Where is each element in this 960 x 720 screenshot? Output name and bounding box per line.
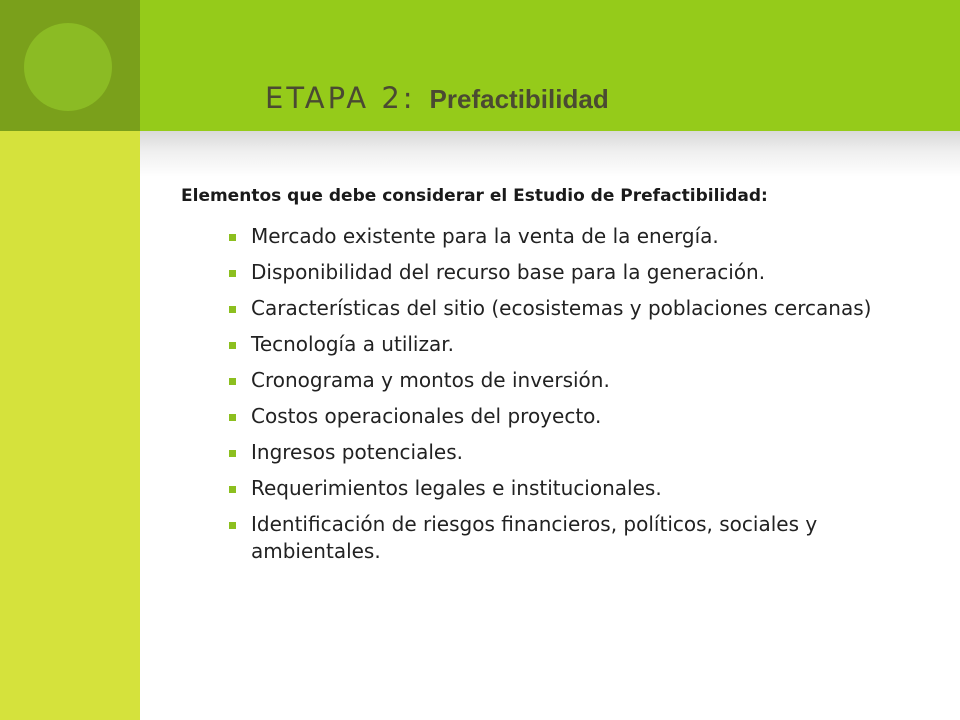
bullet-item [181, 403, 881, 430]
bullet-text: Tecnología a utilizar. [251, 332, 454, 356]
bullet-square-icon [229, 306, 236, 313]
bullet-square-icon [229, 270, 236, 277]
bullet-square-icon [229, 378, 236, 385]
header-shadow [140, 131, 960, 177]
sidebar-bar [0, 131, 140, 720]
bullet-item [181, 439, 881, 466]
circle-decoration [24, 23, 112, 111]
title-main: Prefactibilidad [429, 84, 609, 114]
bullet-square-icon [229, 342, 236, 349]
intro-text: Elementos que debe considerar el Estudio de Prefactibilidad: [181, 186, 768, 206]
bullet-item [181, 367, 881, 394]
bullet-text: Ingresos potenciales. [251, 440, 463, 464]
title-prefix: ETAPA 2: [265, 81, 416, 115]
bullet-list [181, 223, 881, 565]
bullet-text: Costos operacionales del proyecto. [251, 404, 602, 428]
bullet-square-icon [229, 450, 236, 457]
bullet-item [181, 331, 881, 358]
bullet-square-icon [229, 414, 236, 421]
slide-title [265, 76, 609, 125]
bullet-text: Mercado existente para la venta de la energía. [251, 224, 719, 248]
bullet-text: Características del sitio (ecosistemas y poblaciones cercanas) [251, 296, 872, 320]
bullet-text: Disponibilidad del recurso base para la generación. [251, 260, 766, 284]
slide-content [181, 178, 881, 574]
bullet-text: Requerimientos legales e institucionales. [251, 476, 662, 500]
bullet-text: Cronograma y montos de inversión. [251, 368, 610, 392]
bullet-square-icon [229, 234, 236, 241]
bullet-text: Identificación de riesgos financieros, políticos, sociales y ambientales. [251, 512, 818, 563]
corner-block [0, 0, 140, 131]
bullet-item [181, 475, 881, 502]
bullet-square-icon [229, 522, 236, 529]
bullet-item [181, 295, 881, 322]
bullet-item [181, 259, 881, 286]
bullet-item [181, 511, 881, 565]
bullet-square-icon [229, 486, 236, 493]
bullet-item [181, 223, 881, 250]
